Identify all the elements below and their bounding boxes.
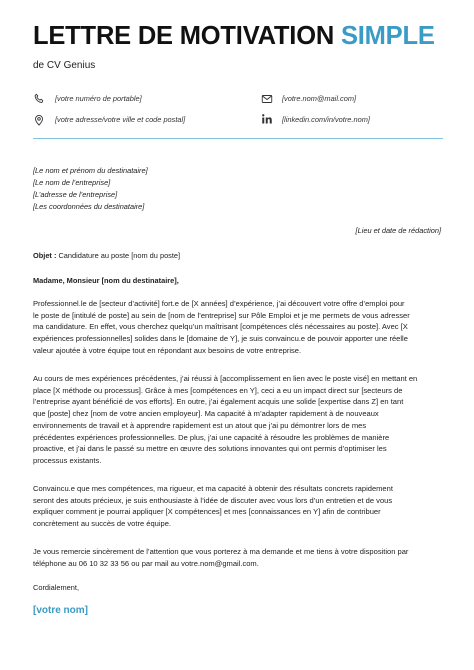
header-divider	[33, 138, 443, 139]
recipient-block	[33, 165, 148, 213]
linkedin-field: [linkedin.com/in/votre.nom]	[282, 115, 370, 124]
text-line: téléphone au 06 10 32 33 56 ou par mail au votre.nom@gmail.com.	[33, 558, 259, 568]
email-field: [votre.nom@mail.com]	[282, 94, 357, 103]
text-line: seront des atouts précieux, je suis enthousiaste à l’idée de discuter avec vous lors d’un entretien et de vous	[33, 495, 393, 505]
location-pin-icon	[33, 114, 45, 126]
object-line	[33, 250, 180, 262]
phone-icon	[33, 93, 45, 105]
signature: [votre nom]	[33, 605, 88, 616]
text-line: place [X méthode ou processus]. Grâce à mes [compétences en Y], ceci a eu un impact direct sur [secteurs de	[33, 385, 403, 395]
text-line: expliquer comment je pourrai appliquer [X compétences] et mes [connaissances en Y] afin de contribuer	[33, 507, 381, 517]
text-line: l’entreprise ayant bénéficié de vos efforts]. En outre, j’ai également acquis une solide [expertise dans Z] en tant	[33, 397, 404, 407]
title-accent: SIMPLE	[340, 22, 435, 50]
text-line: le poste de [intitulé de poste] au sein de [nom de l’entreprise] sur Pôle Emploi et je me permets de vous adresser	[33, 310, 410, 320]
text-line: ma candidature. En effet, vous cherchez quelqu’un maîtrisant [compétences clés nécessaires au poste]. Avec [X	[33, 322, 408, 332]
text-line: proactive, et j’ai dans le passé su mettre en œuvre des solutions innovantes qui ont permis d’optimiser les	[33, 444, 387, 454]
text-line: valeur ajoutée à votre équipe tout en répondant aux besoins de votre entreprise.	[33, 345, 302, 355]
recipient-line: [Le nom de l’entreprise]	[33, 178, 111, 187]
mail-icon	[261, 93, 273, 105]
text-line: processus existants.	[33, 455, 102, 465]
text-line: Je vous remercie sincèrement de l’attention que vous porterez à ma demande et me tiens à votre disposition par	[33, 547, 409, 556]
text-line: Professionnel.le de [secteur d’activité] fort.e de [X années] d’expérience, j’ai découvert votre offre d’emploi pour	[33, 299, 405, 308]
text-line: Au cours de mes expériences précédentes, j’ai réussi à [accomplissement en lien avec le poste visé] en mettant en	[33, 374, 418, 383]
address-field: [votre adresse/votre ville et code postal]	[55, 115, 186, 124]
subtitle: de CV Genius	[33, 60, 96, 71]
text-line: Convaincu.e que mes compétences, ma rigueur, et ma capacité à obtenir des résultats concrets rapidement	[33, 484, 393, 493]
recipient-line: [L’adresse de l’entreprise]	[33, 190, 118, 199]
paragraph-intro	[33, 298, 443, 357]
paragraph-motivation	[33, 483, 443, 530]
recipient-line: [Le nom et prénom du destinataire]	[33, 166, 148, 175]
phone-field: [votre numéro de portable]	[55, 94, 142, 103]
salutation: Madame, Monsieur [nom du destinataire],	[33, 276, 179, 285]
title-main: LETTRE DE MOTIVATION	[33, 22, 335, 50]
paragraph-thanks	[33, 546, 443, 569]
text-line: expériences professionnelles] solides dans le [domaine de Y], je suis convaincu.e de pouvoir apporter une réelle	[33, 334, 408, 344]
text-line: précédentes expériences professionnelles. De plus, j’ai une capacité à résoudre les problèmes de manière	[33, 432, 390, 442]
text-line: que [poste] chez [nom de votre ancien employeur]. Ma capacité à m’adapter rapidement à de nouveaux	[33, 409, 379, 419]
linkedin-icon	[261, 113, 273, 125]
object-text: Candidature au poste [nom du poste]	[58, 251, 181, 260]
text-line: environnements de travail et à apprendre rapidement est un atout que j’ai pu démontrer lors de mes	[33, 420, 367, 430]
document-title	[33, 24, 435, 50]
object-label: Objet :	[33, 251, 57, 260]
recipient-line: [Les coordonnées du destinataire]	[33, 202, 145, 211]
text-line: concrètement au succès de votre équipe.	[33, 519, 172, 529]
closing: Cordialement,	[33, 583, 80, 592]
place-date: [Lieu et date de rédaction]	[355, 226, 441, 235]
paragraph-experience	[33, 373, 443, 467]
